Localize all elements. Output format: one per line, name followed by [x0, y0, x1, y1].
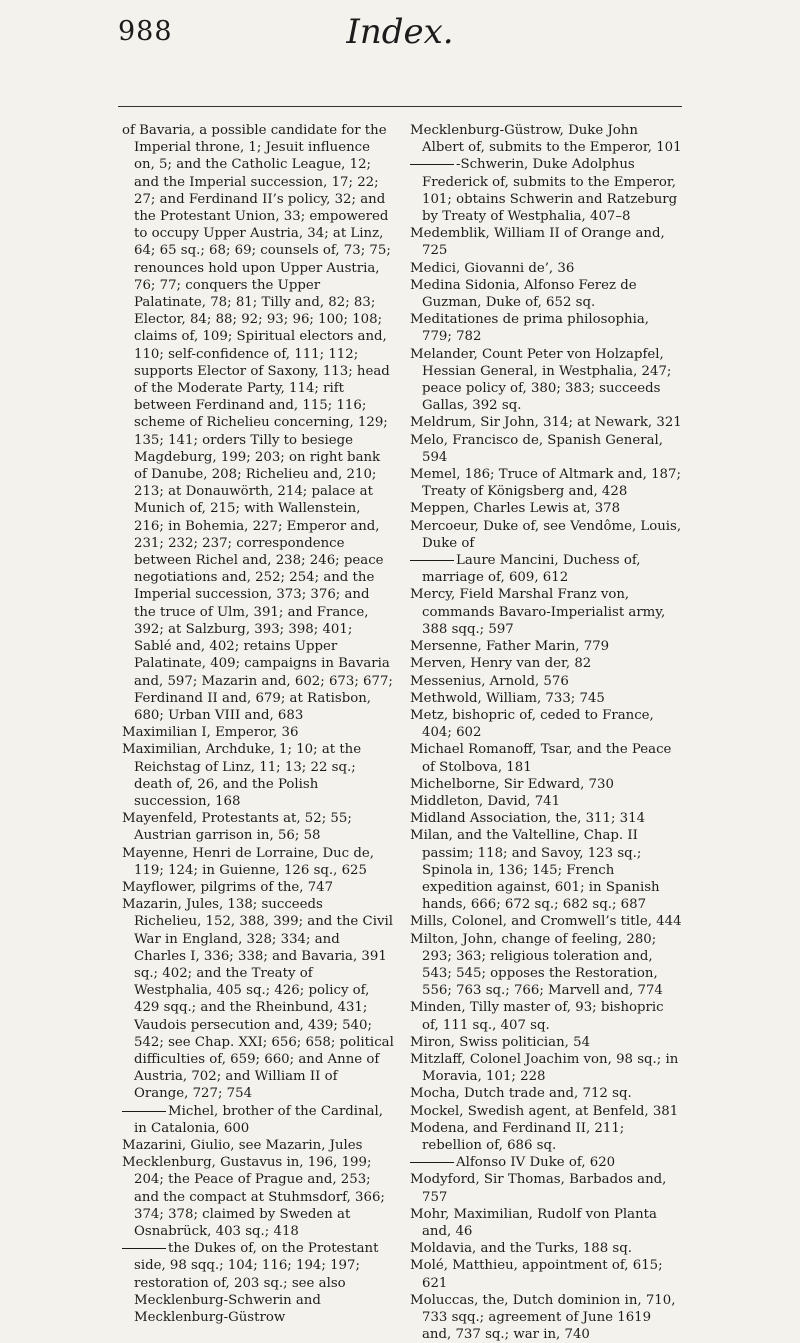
index-entry — [410, 810, 682, 827]
entry-text: Meppen, Charles Lewis at, 378 — [410, 501, 621, 517]
index-entry — [122, 896, 394, 1102]
index-entry — [122, 879, 394, 896]
index-entry — [122, 1154, 394, 1240]
index-entry — [410, 999, 682, 1033]
entry-text: Michelborne, Sir Edward, 730 — [410, 776, 614, 792]
entry-text: Methwold, William, 733; 745 — [410, 690, 605, 706]
index-entry — [410, 1292, 682, 1343]
index-subentry — [122, 1240, 394, 1326]
index-subentry — [122, 1103, 394, 1137]
right-column — [410, 122, 682, 1343]
index-entry — [122, 122, 394, 724]
index-entry — [410, 1171, 682, 1205]
entry-text: Mercoeur, Duke of, see Vendôme, Louis, Duke of — [410, 518, 682, 551]
entry-text: Mockel, Swedish agent, at Benfeld, 381 — [410, 1103, 679, 1119]
index-entry — [410, 586, 682, 638]
index-entry — [410, 518, 682, 552]
entry-text: Mocha, Dutch trade and, 712 sq. — [410, 1086, 632, 1102]
entry-text: Melo, Francisco de, Spanish General, 594 — [410, 432, 663, 465]
index-entry — [410, 277, 682, 311]
entry-text: Mitzlaff, Colonel Joachim von, 98 sq.; in Moravia, 101; 228 — [410, 1051, 679, 1085]
index-entry — [122, 741, 394, 810]
index-entry — [122, 1137, 394, 1154]
left-column — [122, 122, 394, 1343]
entry-text: Mayenfeld, Protestants at, 52; 55; Austrian garrison in, 56; 58 — [122, 811, 352, 844]
entry-text: Middleton, David, 741 — [410, 793, 561, 809]
index-entry — [410, 741, 682, 775]
entry-text: Messenius, Arnold, 576 — [410, 673, 569, 689]
entry-text: Medici, Giovanni de’, 36 — [410, 260, 575, 276]
index-entry — [410, 500, 682, 517]
index-entry — [410, 655, 682, 672]
entry-text: Mecklenburg, Gustavus in, 196, 199; 204; the Peace of Prague and, 253; and the compact at Stuhmsdorf, 366; 374; 378; claimed by Sweden at Osnabrück, 403 sq.; 418 — [122, 1155, 385, 1239]
index-entry — [410, 690, 682, 707]
index-entry — [410, 346, 682, 415]
index-entry — [122, 724, 394, 741]
ditto-dash — [410, 560, 454, 561]
ditto-dash — [122, 1111, 166, 1112]
entry-text: Modyford, Sir Thomas, Barbados and, 757 — [410, 1172, 667, 1205]
entry-text: Meldrum, Sir John, 314; at Newark, 321 — [410, 415, 682, 431]
entry-text: Maximilian I, Emperor, 36 — [122, 725, 299, 741]
index-subentry — [410, 1154, 682, 1171]
index-entry — [410, 1085, 682, 1102]
entry-text: Michel, brother of the Cardinal, in Catalonia, 600 — [134, 1103, 384, 1136]
index-entry — [410, 827, 682, 913]
ditto-dash — [410, 164, 454, 165]
index-entry — [410, 776, 682, 793]
index-entry — [410, 225, 682, 259]
entry-text: the Dukes of, on the Protestant side, 98 sqq.; 104; 116; 194; 197; restoration of, 203 sq.; see also Mecklenburg-Schwerin and Mecklenburg-Güstrow — [134, 1241, 379, 1326]
entry-text: Meditationes de prima philosophia, 779; 782 — [410, 312, 649, 345]
running-title: Index. — [346, 12, 454, 52]
index-entry — [410, 638, 682, 655]
entry-text: Merven, Henry van der, 82 — [410, 656, 592, 672]
entry-text: Alfonso IV Duke of, 620 — [456, 1155, 616, 1171]
index-entry — [410, 1206, 682, 1240]
entry-text: Minden, Tilly master of, 93; bishopric of, 111 sq., 407 sq. — [410, 1000, 664, 1033]
index-entry — [410, 432, 682, 466]
ditto-dash — [122, 1248, 166, 1249]
entry-text: -Schwerin, Duke Adolphus Frederick of, submits to the Emperor, 101; obtains Schwerin and Ratzeburg by Treaty of Westphalia, 407–8 — [422, 157, 678, 225]
index-entry — [410, 1240, 682, 1257]
index-columns — [122, 122, 682, 1343]
entry-text: Laure Mancini, Duchess of, marriage of, 609, 612 — [422, 553, 641, 586]
index-entry — [410, 466, 682, 500]
entry-text: Mohr, Maximilian, Rudolf von Planta and, 46 — [410, 1206, 657, 1239]
index-entry — [410, 1257, 682, 1291]
index-entry — [410, 793, 682, 810]
entry-text: Mecklenburg-Güstrow, Duke John Albert of, submits to the Emperor, 101 — [410, 123, 682, 156]
entry-text: Molé, Matthieu, appointment of, 615; 621 — [410, 1258, 663, 1291]
index-entry — [122, 845, 394, 879]
entry-text: Mazarin, Jules, 138; succeeds Richelieu, 152, 388, 399; and the Civil War in England, 328; 334; and Charles I, 336; 338; and Bavaria, 391 sq.; 402; and the Treaty of Westphalia, 405 sq.; 426; policy of, 429 sqq.; and the Rheinbund, 431; Vaudois persecution and, 439; 540; 542; see Chap. XXI; 656; 658; political difficulties of, 659; 660; and Anne of Austria, 702; and William II of Orange, 727; 754 — [122, 897, 394, 1102]
entry-text: Mersenne, Father Marin, 779 — [410, 639, 610, 655]
entry-text: Miron, Swiss politician, 54 — [410, 1034, 591, 1050]
entry-text: Melander, Count Peter von Holzapfel, Hessian General, in Westphalia, 247; peace policy of, 380; 383; succeeds Gallas, 392 sq. — [410, 346, 672, 414]
index-entry — [410, 311, 682, 345]
entry-text: Mercy, Field Marshal Franz von, commands Bavaro-Imperialist army, 388 sqq.; 597 — [410, 587, 666, 637]
entry-text: Mazarini, Giulio, see Mazarin, Jules — [122, 1137, 363, 1153]
ditto-dash — [410, 1162, 454, 1163]
entry-text: Midland Association, the, 311; 314 — [410, 811, 646, 827]
entry-text: Medemblik, William II of Orange and, 725 — [410, 226, 665, 259]
entry-text: Milan, and the Valtelline, Chap. II passim; 118; and Savoy, 123 sq.; Spinola in, 136; 145; French expedition against, 601; in Spanish hands, 666; 672 sq.; 682 sq.; 687 — [410, 828, 660, 913]
page-number: 988 — [118, 16, 173, 47]
page-header — [118, 0, 682, 108]
entry-text: Moldavia, and the Turks, 188 sq. — [410, 1241, 632, 1257]
entry-text: Michael Romanoff, Tsar, and the Peace of Stolbova, 181 — [410, 742, 672, 775]
index-entry — [410, 673, 682, 690]
index-entry — [410, 122, 682, 156]
entry-text: Milton, John, change of feeling, 280; 293; 363; religious toleration and, 543; 545; opposes the Restoration, 556; 763 sq.; 766; Marvell and, 774 — [410, 931, 663, 999]
entry-text: Memel, 186; Truce of Altmark and, 187; Treaty of Königsberg and, 428 — [410, 467, 681, 500]
index-entry — [122, 810, 394, 844]
index-entry — [410, 1120, 682, 1154]
index-entry — [410, 707, 682, 741]
index-entry — [410, 1103, 682, 1120]
index-entry — [410, 1034, 682, 1051]
entry-text: Moluccas, the, Dutch dominion in, 710, 733 sqq.; agreement of June 1619 and, 737 sq.; war in, 740 — [410, 1292, 676, 1343]
index-entry — [410, 414, 682, 431]
entry-text: Maximilian, Archduke, 1; 10; at the Reichstag of Linz, 11; 13; 22 sq.; death of, 26, and the Polish succession, 168 — [122, 742, 362, 809]
index-entry — [410, 1051, 682, 1085]
entry-text: Mills, Colonel, and Cromwell’s title, 444 — [410, 914, 682, 930]
index-entry — [410, 260, 682, 277]
entry-text: Mayenne, Henri de Lorraine, Duc de, 119; 124; in Guienne, 126 sq., 625 — [122, 845, 374, 878]
index-entry — [410, 913, 682, 930]
entry-text: Mayflower, pilgrims of the, 747 — [122, 879, 334, 895]
index-subentry — [410, 156, 682, 225]
entry-text: Metz, bishopric of, ceded to France, 404; 602 — [410, 707, 654, 741]
entry-text: of Bavaria, a possible candidate for the Imperial throne, 1; Jesuit influence on, 5; and the Catholic League, 12; and the Imperial succession, 17; 22; 27; and Ferdinand II’s policy, 32; and the Protestant Union, 33; empowered to occupy Upper Austria, 34; at Linz, 64; 65 sq.; 68; 69; counsels of, 73; 75; renounces hold upon Upper Austria, 76; 77; conquers the Upper Palatinate, 78; 81; Tilly and, 82; 83; Elector, 84; 88; 92; 93; 96; 100; 108; claims of, 109; Spiritual electors and, 110; self-confidence of, 111; 112; supports Elector of Saxony, 113; head of the Moderate Party, 114; rift between Ferdinand and, 115; 116; scheme of Richelieu concerning, 129; 135; 141; orders Tilly to besiege Magdeburg, 199; 203; on right bank of Danube, 208; Richelieu and, 210; 213; at Donauwörth, 214; palace at Munich of, 215; with Wallenstein, 216; in Bohemia, 227; Emperor and, 231; 232; 237; correspondence between Richel and, 238; 246; peace negotiations and, 252; 254; and the Imperial succession, 373; 376; and the truce of Ulm, 391; and France, 392; at Salzburg, 393; 398; 401; Sablé and, 402; retains Upper Palatinate, 409; campaigns in Bavaria and, 597; Mazarin and, 602; 673; 677; Ferdinand II and, 679; at Ratisbon, 680; Urban VIII and, 683 — [122, 123, 393, 723]
index-subentry — [410, 552, 682, 586]
index-entry — [410, 931, 682, 1000]
entry-text: Modena, and Ferdinand II, 211; rebellion of, 686 sq. — [410, 1120, 625, 1153]
header-rule — [118, 106, 682, 107]
entry-text: Medina Sidonia, Alfonso Ferez de Guzman, Duke of, 652 sq. — [410, 277, 637, 311]
